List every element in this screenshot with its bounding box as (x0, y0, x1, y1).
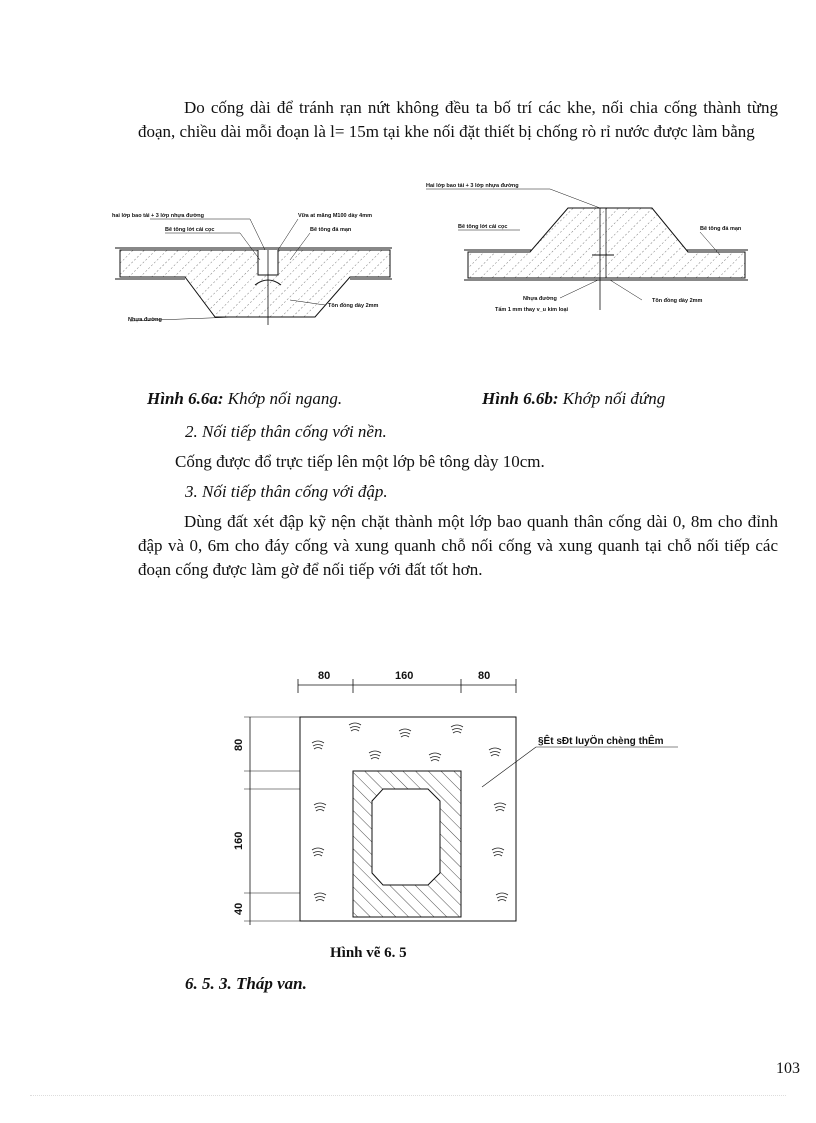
fig6a-label-nhua: Nhựa đường (128, 317, 162, 323)
caption-6-6a-label: Hình 6.6a: (147, 389, 224, 408)
fig6b-label-tam: Tấm 1 mm thay v_u kim loại (495, 307, 569, 313)
fig6b-label-bt-right: Bê tông đá mạn (700, 226, 742, 232)
fig6a-label-bt-left: Bê tông lớt cải cọc (165, 227, 215, 233)
caption-6-6a (147, 389, 342, 409)
caption-6-6b-text: Khớp nối đứng (558, 389, 666, 408)
item-3-paragraph: Dùng đất xét đập kỹ nện chặt thành một lớp bao quanh thân cống dài 0, 8m cho đỉnh đập và 0, 6m cho đáy cống và xung quanh chỗ nối cống và xung quanh tại chỗ nối tiếp các đoạn cống được làm gờ để nối tiếp với đất tốt hơn. (138, 512, 778, 579)
footer-rule (30, 1095, 786, 1096)
figure-6-5-title: Hình vẽ 6. 5 (330, 945, 407, 961)
figure-6-6a (110, 205, 430, 335)
fig6a-label-layers: hai lớp bao tải + 3 lớp nhựa đường (112, 213, 204, 219)
intro-paragraph: Do cống dài để tránh rạn nứt không đều ta bố trí các khe, nối chia cống thành từng đoạn, chiều dài mỗi đoạn là l= 15m tại khe nối đặt thiết bị chống rò rỉ nước được làm bằng (138, 98, 778, 141)
caption-6-6b-label: Hình 6.6b: (482, 389, 559, 408)
fig6b-label-nhua: Nhựa đường (523, 296, 557, 302)
dim-left-top: 80 (233, 738, 245, 751)
dim-top-right: 80 (478, 670, 491, 682)
fig6a-label-bt-right: Bê tông đá mạn (310, 227, 352, 233)
fig6b-label-bt-left: Bê tông lớt cải cọc (458, 224, 508, 230)
item-2-paragraph: Cống được đổ trực tiếp lên một lớp bê tông dày 10cm. (175, 452, 545, 471)
caption-6-6a-text: Khớp nối ngang. (223, 389, 343, 408)
page-number: 103 (776, 1060, 800, 1077)
dim-top-mid: 160 (395, 670, 414, 682)
item-3-heading: 3. Nối tiếp thân cống với đập. (185, 482, 388, 501)
dim-top-left: 80 (318, 670, 331, 682)
dim-left-bottom: 40 (233, 902, 245, 915)
caption-6-6b (482, 389, 665, 409)
fig6b-label-top: Hai lớp bao tải + 3 lớp nhựa đường (426, 183, 519, 189)
section-heading: 6. 5. 3. Tháp van. (185, 974, 307, 993)
fig6a-label-ton: Tôn đồng dày 2mm (328, 303, 379, 309)
item-2-heading: 2. Nối tiếp thân cống với nền. (185, 422, 387, 441)
fig6a-label-vua: Vữa at măng M100 dày 4mm (298, 213, 372, 219)
figure-6-6b (420, 180, 760, 320)
dim-left-mid: 160 (233, 831, 245, 850)
figure-6-5 (220, 665, 700, 935)
fig6b-label-ton: Tôn đồng dày 2mm (652, 298, 703, 304)
fig65-label: §Êt sÐt luyÖn chèng thÊm (538, 736, 664, 747)
